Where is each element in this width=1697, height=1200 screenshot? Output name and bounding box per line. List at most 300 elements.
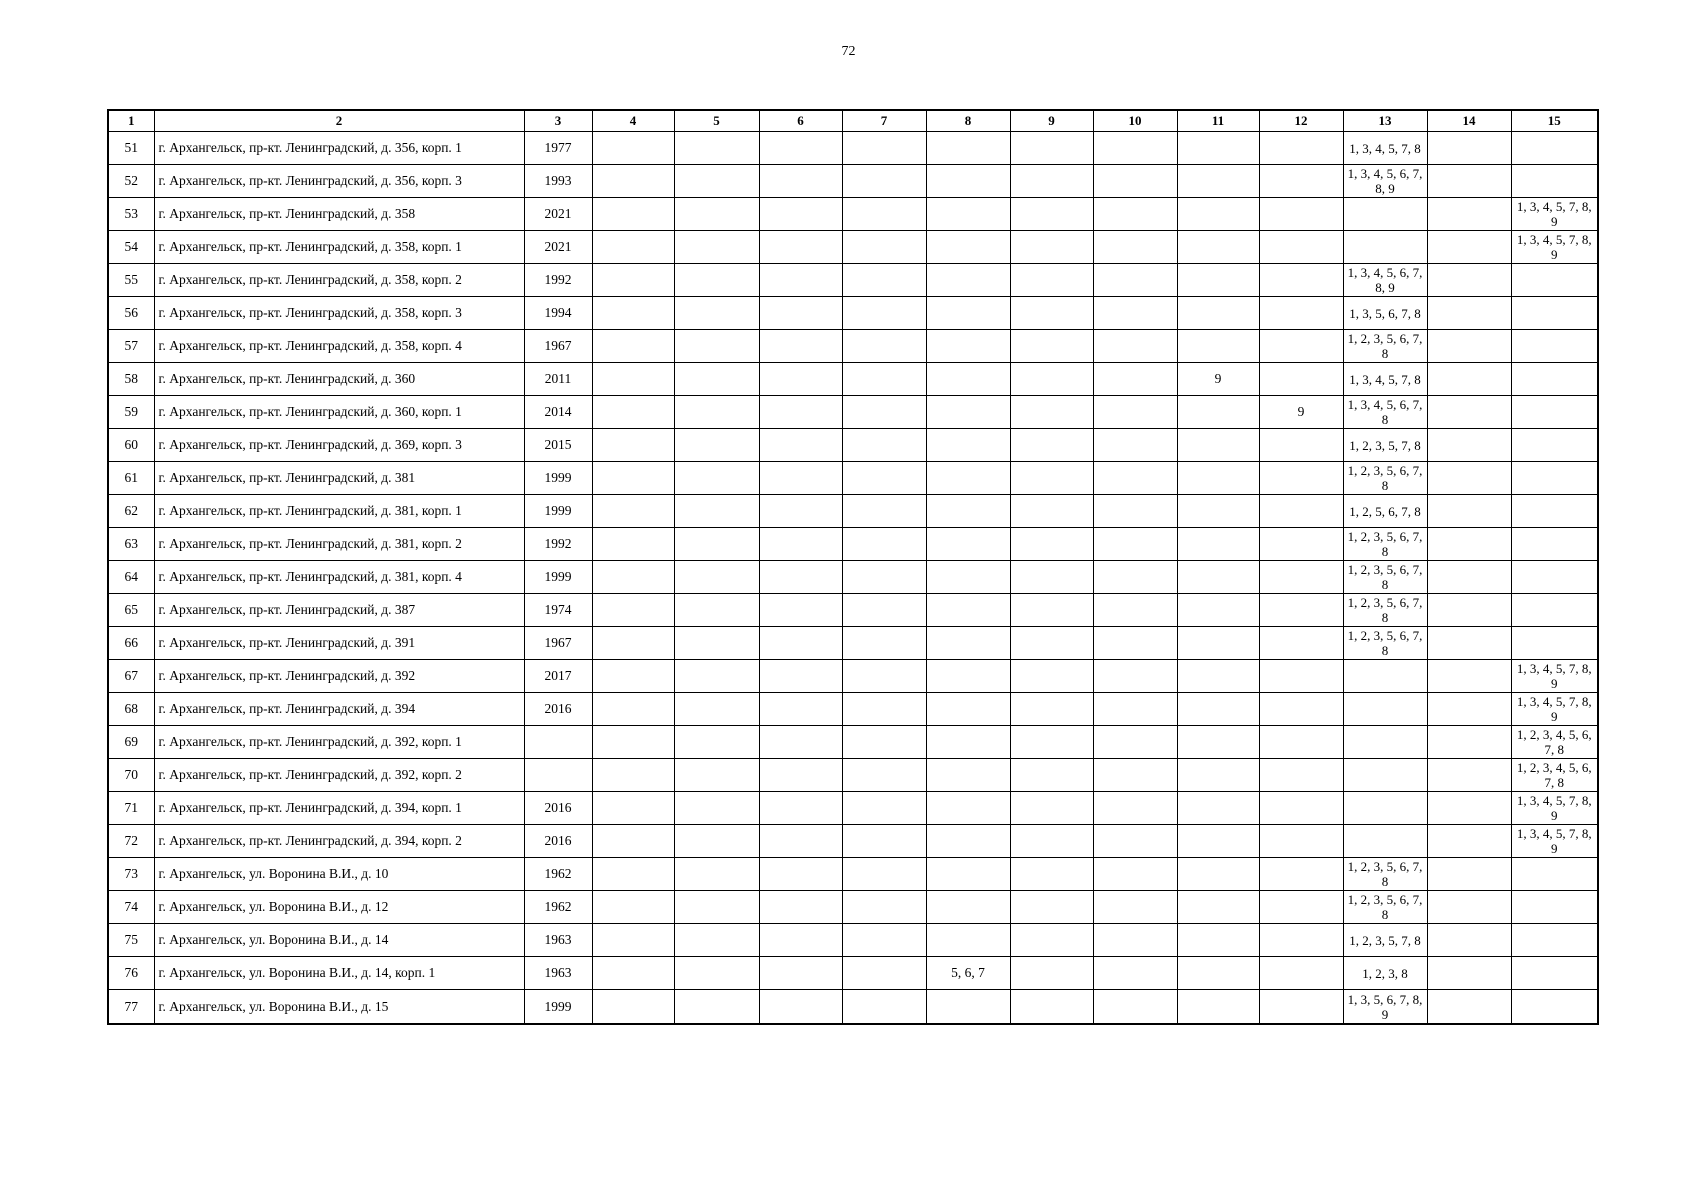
col-9-cell	[1010, 825, 1093, 858]
col-5-cell	[674, 165, 759, 198]
col-9-cell	[1010, 429, 1093, 462]
row-number-cell: 70	[108, 759, 154, 792]
table-row	[108, 132, 1598, 165]
col-13-cell	[1343, 726, 1427, 759]
address-cell: г. Архангельск, пр-кт. Ленинградский, д. 392, корп. 1	[154, 726, 524, 759]
col-5-cell	[674, 660, 759, 693]
col-10-cell	[1093, 924, 1177, 957]
col-8-cell	[926, 627, 1010, 660]
year-cell: 1962	[524, 891, 592, 924]
col-9-cell	[1010, 792, 1093, 825]
col-15-cell: 1, 3, 4, 5, 7, 8, 9	[1511, 693, 1598, 726]
col-14-cell	[1427, 858, 1511, 891]
col-7-cell	[842, 957, 926, 990]
col-10-cell	[1093, 132, 1177, 165]
col-13-cell: 1, 2, 3, 5, 6, 7, 8	[1343, 561, 1427, 594]
col-7-cell	[842, 462, 926, 495]
col-10-cell	[1093, 693, 1177, 726]
col-15-cell	[1511, 132, 1598, 165]
col-5-cell	[674, 561, 759, 594]
col-7-cell	[842, 924, 926, 957]
col-9-cell	[1010, 726, 1093, 759]
year-cell: 1994	[524, 297, 592, 330]
col-6-cell	[759, 363, 842, 396]
col-4-cell	[592, 891, 674, 924]
column-header-6: 6	[759, 110, 842, 132]
col-13-cell: 1, 2, 3, 5, 6, 7, 8	[1343, 594, 1427, 627]
row-number-cell: 55	[108, 264, 154, 297]
year-cell: 2017	[524, 660, 592, 693]
year-cell: 1999	[524, 561, 592, 594]
table-row	[108, 330, 1598, 363]
col-8-cell	[926, 594, 1010, 627]
col-14-cell	[1427, 594, 1511, 627]
col-11-cell	[1177, 264, 1259, 297]
col-14-cell	[1427, 957, 1511, 990]
col-5-cell	[674, 495, 759, 528]
col-9-cell	[1010, 363, 1093, 396]
col-11-cell	[1177, 858, 1259, 891]
table-row	[108, 792, 1598, 825]
col-6-cell	[759, 957, 842, 990]
col-13-cell: 1, 2, 3, 5, 7, 8	[1343, 429, 1427, 462]
address-cell: г. Архангельск, ул. Воронина В.И., д. 14, корп. 1	[154, 957, 524, 990]
col-4-cell	[592, 363, 674, 396]
col-7-cell	[842, 264, 926, 297]
col-5-cell	[674, 726, 759, 759]
col-8-cell	[926, 528, 1010, 561]
col-11-cell: 9	[1177, 363, 1259, 396]
col-15-cell	[1511, 627, 1598, 660]
row-number-cell: 63	[108, 528, 154, 561]
col-15-cell	[1511, 990, 1598, 1025]
col-7-cell	[842, 132, 926, 165]
address-cell: г. Архангельск, пр-кт. Ленинградский, д. 387	[154, 594, 524, 627]
col-12-cell	[1259, 990, 1343, 1025]
col-5-cell	[674, 627, 759, 660]
year-cell: 1992	[524, 264, 592, 297]
col-13-cell	[1343, 825, 1427, 858]
col-4-cell	[592, 495, 674, 528]
col-11-cell	[1177, 462, 1259, 495]
row-number-cell: 59	[108, 396, 154, 429]
col-4-cell	[592, 231, 674, 264]
address-cell: г. Архангельск, пр-кт. Ленинградский, д. 394, корп. 2	[154, 825, 524, 858]
col-8-cell	[926, 198, 1010, 231]
col-7-cell	[842, 495, 926, 528]
row-number-cell: 68	[108, 693, 154, 726]
table-row	[108, 759, 1598, 792]
col-15-cell: 1, 3, 4, 5, 7, 8, 9	[1511, 825, 1598, 858]
col-14-cell	[1427, 792, 1511, 825]
address-cell: г. Архангельск, пр-кт. Ленинградский, д. 358	[154, 198, 524, 231]
col-12-cell: 9	[1259, 396, 1343, 429]
col-4-cell	[592, 165, 674, 198]
col-14-cell	[1427, 561, 1511, 594]
table-row	[108, 726, 1598, 759]
column-header-4: 4	[592, 110, 674, 132]
col-14-cell	[1427, 363, 1511, 396]
col-8-cell	[926, 231, 1010, 264]
col-12-cell	[1259, 891, 1343, 924]
table-row	[108, 825, 1598, 858]
column-header-10: 10	[1093, 110, 1177, 132]
col-13-cell	[1343, 792, 1427, 825]
col-8-cell	[926, 660, 1010, 693]
year-cell: 1963	[524, 924, 592, 957]
col-4-cell	[592, 792, 674, 825]
col-10-cell	[1093, 495, 1177, 528]
col-5-cell	[674, 330, 759, 363]
col-15-cell	[1511, 858, 1598, 891]
col-15-cell: 1, 3, 4, 5, 7, 8, 9	[1511, 660, 1598, 693]
col-4-cell	[592, 429, 674, 462]
col-6-cell	[759, 858, 842, 891]
table-row	[108, 858, 1598, 891]
col-4-cell	[592, 330, 674, 363]
row-number-cell: 62	[108, 495, 154, 528]
address-cell: г. Архангельск, ул. Воронина В.И., д. 12	[154, 891, 524, 924]
col-9-cell	[1010, 297, 1093, 330]
col-12-cell	[1259, 330, 1343, 363]
col-14-cell	[1427, 759, 1511, 792]
table-row	[108, 495, 1598, 528]
col-11-cell	[1177, 132, 1259, 165]
col-12-cell	[1259, 924, 1343, 957]
column-header-8: 8	[926, 110, 1010, 132]
col-15-cell: 1, 3, 4, 5, 7, 8, 9	[1511, 198, 1598, 231]
address-cell: г. Архангельск, пр-кт. Ленинградский, д. 358, корп. 3	[154, 297, 524, 330]
col-11-cell	[1177, 891, 1259, 924]
col-15-cell	[1511, 363, 1598, 396]
col-4-cell	[592, 990, 674, 1025]
address-cell: г. Архангельск, ул. Воронина В.И., д. 15	[154, 990, 524, 1025]
col-13-cell: 1, 3, 4, 5, 6, 7, 8, 9	[1343, 165, 1427, 198]
year-cell: 2021	[524, 198, 592, 231]
col-11-cell	[1177, 561, 1259, 594]
col-11-cell	[1177, 330, 1259, 363]
row-number-cell: 73	[108, 858, 154, 891]
col-4-cell	[592, 198, 674, 231]
col-13-cell: 1, 3, 4, 5, 6, 7, 8	[1343, 396, 1427, 429]
address-cell: г. Архангельск, пр-кт. Ленинградский, д. 369, корп. 3	[154, 429, 524, 462]
row-number-cell: 61	[108, 462, 154, 495]
col-10-cell	[1093, 594, 1177, 627]
row-number-cell: 65	[108, 594, 154, 627]
col-12-cell	[1259, 594, 1343, 627]
col-12-cell	[1259, 726, 1343, 759]
col-12-cell	[1259, 198, 1343, 231]
col-8-cell	[926, 132, 1010, 165]
col-5-cell	[674, 792, 759, 825]
col-10-cell	[1093, 957, 1177, 990]
year-cell: 2015	[524, 429, 592, 462]
col-6-cell	[759, 132, 842, 165]
year-cell	[524, 759, 592, 792]
address-cell: г. Архангельск, пр-кт. Ленинградский, д. 358, корп. 4	[154, 330, 524, 363]
col-12-cell	[1259, 759, 1343, 792]
row-number-cell: 56	[108, 297, 154, 330]
col-9-cell	[1010, 561, 1093, 594]
col-4-cell	[592, 957, 674, 990]
col-9-cell	[1010, 528, 1093, 561]
col-6-cell	[759, 264, 842, 297]
col-7-cell	[842, 528, 926, 561]
col-10-cell	[1093, 726, 1177, 759]
col-9-cell	[1010, 990, 1093, 1025]
col-8-cell	[926, 396, 1010, 429]
col-14-cell	[1427, 660, 1511, 693]
col-13-cell: 1, 3, 4, 5, 7, 8	[1343, 132, 1427, 165]
address-cell: г. Архангельск, пр-кт. Ленинградский, д. 394	[154, 693, 524, 726]
col-13-cell: 1, 3, 5, 6, 7, 8	[1343, 297, 1427, 330]
col-7-cell	[842, 660, 926, 693]
col-4-cell	[592, 825, 674, 858]
row-number-cell: 74	[108, 891, 154, 924]
col-14-cell	[1427, 825, 1511, 858]
address-cell: г. Архангельск, пр-кт. Ленинградский, д. 392	[154, 660, 524, 693]
row-number-cell: 51	[108, 132, 154, 165]
col-7-cell	[842, 297, 926, 330]
col-15-cell	[1511, 891, 1598, 924]
year-cell: 1999	[524, 462, 592, 495]
col-12-cell	[1259, 792, 1343, 825]
col-15-cell	[1511, 165, 1598, 198]
col-10-cell	[1093, 759, 1177, 792]
column-header-5: 5	[674, 110, 759, 132]
col-11-cell	[1177, 627, 1259, 660]
col-6-cell	[759, 396, 842, 429]
column-header-15: 15	[1511, 110, 1598, 132]
row-number-cell: 69	[108, 726, 154, 759]
col-10-cell	[1093, 231, 1177, 264]
col-10-cell	[1093, 396, 1177, 429]
col-15-cell: 1, 3, 4, 5, 7, 8, 9	[1511, 231, 1598, 264]
col-11-cell	[1177, 825, 1259, 858]
col-12-cell	[1259, 825, 1343, 858]
col-8-cell	[926, 990, 1010, 1025]
col-15-cell	[1511, 396, 1598, 429]
col-12-cell	[1259, 462, 1343, 495]
col-13-cell: 1, 2, 3, 5, 6, 7, 8	[1343, 528, 1427, 561]
col-15-cell: 1, 2, 3, 4, 5, 6, 7, 8	[1511, 726, 1598, 759]
col-14-cell	[1427, 429, 1511, 462]
col-6-cell	[759, 495, 842, 528]
col-14-cell	[1427, 627, 1511, 660]
col-7-cell	[842, 231, 926, 264]
col-7-cell	[842, 561, 926, 594]
col-10-cell	[1093, 792, 1177, 825]
column-header-3: 3	[524, 110, 592, 132]
table-row	[108, 990, 1598, 1025]
page-number: 72	[841, 44, 856, 59]
row-number-cell: 54	[108, 231, 154, 264]
table-row	[108, 462, 1598, 495]
address-cell: г. Архангельск, пр-кт. Ленинградский, д. 360	[154, 363, 524, 396]
column-header-9: 9	[1010, 110, 1093, 132]
col-4-cell	[592, 759, 674, 792]
col-15-cell	[1511, 264, 1598, 297]
col-9-cell	[1010, 627, 1093, 660]
col-10-cell	[1093, 330, 1177, 363]
col-10-cell	[1093, 990, 1177, 1025]
table-row	[108, 627, 1598, 660]
address-cell: г. Архангельск, пр-кт. Ленинградский, д. 381, корп. 1	[154, 495, 524, 528]
col-5-cell	[674, 858, 759, 891]
col-9-cell	[1010, 396, 1093, 429]
row-number-cell: 76	[108, 957, 154, 990]
year-cell	[524, 726, 592, 759]
col-8-cell	[926, 462, 1010, 495]
col-11-cell	[1177, 297, 1259, 330]
column-header-7: 7	[842, 110, 926, 132]
col-5-cell	[674, 594, 759, 627]
col-13-cell	[1343, 198, 1427, 231]
col-13-cell: 1, 2, 3, 5, 6, 7, 8	[1343, 891, 1427, 924]
table-row	[108, 957, 1598, 990]
col-7-cell	[842, 693, 926, 726]
col-5-cell	[674, 429, 759, 462]
col-8-cell	[926, 561, 1010, 594]
col-5-cell	[674, 759, 759, 792]
col-10-cell	[1093, 561, 1177, 594]
col-13-cell: 1, 2, 3, 5, 6, 7, 8	[1343, 462, 1427, 495]
col-14-cell	[1427, 297, 1511, 330]
col-13-cell: 1, 2, 3, 8	[1343, 957, 1427, 990]
col-10-cell	[1093, 891, 1177, 924]
col-4-cell	[592, 297, 674, 330]
col-6-cell	[759, 528, 842, 561]
year-cell: 1962	[524, 858, 592, 891]
col-9-cell	[1010, 858, 1093, 891]
col-6-cell	[759, 429, 842, 462]
table-body	[108, 132, 1598, 1025]
year-cell: 1992	[524, 528, 592, 561]
table-row	[108, 297, 1598, 330]
col-7-cell	[842, 726, 926, 759]
column-header-2: 2	[154, 110, 524, 132]
col-7-cell	[842, 891, 926, 924]
col-14-cell	[1427, 924, 1511, 957]
col-14-cell	[1427, 396, 1511, 429]
col-15-cell	[1511, 924, 1598, 957]
col-9-cell	[1010, 891, 1093, 924]
table-row	[108, 396, 1598, 429]
col-8-cell: 5, 6, 7	[926, 957, 1010, 990]
col-9-cell	[1010, 957, 1093, 990]
col-9-cell	[1010, 759, 1093, 792]
col-5-cell	[674, 825, 759, 858]
col-10-cell	[1093, 528, 1177, 561]
col-8-cell	[926, 924, 1010, 957]
col-4-cell	[592, 660, 674, 693]
column-header-14: 14	[1427, 110, 1511, 132]
col-9-cell	[1010, 264, 1093, 297]
col-13-cell: 1, 2, 3, 5, 6, 7, 8	[1343, 627, 1427, 660]
table-row	[108, 693, 1598, 726]
col-13-cell: 1, 2, 3, 5, 7, 8	[1343, 924, 1427, 957]
col-14-cell	[1427, 726, 1511, 759]
col-9-cell	[1010, 330, 1093, 363]
col-12-cell	[1259, 693, 1343, 726]
year-cell: 2011	[524, 363, 592, 396]
col-11-cell	[1177, 759, 1259, 792]
col-15-cell: 1, 3, 4, 5, 7, 8, 9	[1511, 792, 1598, 825]
registry-table	[107, 109, 1599, 1025]
col-7-cell	[842, 627, 926, 660]
table-row	[108, 528, 1598, 561]
col-5-cell	[674, 957, 759, 990]
col-6-cell	[759, 198, 842, 231]
col-6-cell	[759, 165, 842, 198]
col-6-cell	[759, 726, 842, 759]
col-5-cell	[674, 924, 759, 957]
table-row	[108, 165, 1598, 198]
col-6-cell	[759, 627, 842, 660]
col-11-cell	[1177, 693, 1259, 726]
row-number-cell: 60	[108, 429, 154, 462]
col-7-cell	[842, 165, 926, 198]
year-cell: 1993	[524, 165, 592, 198]
column-header-11: 11	[1177, 110, 1259, 132]
col-6-cell	[759, 660, 842, 693]
col-14-cell	[1427, 693, 1511, 726]
year-cell: 2014	[524, 396, 592, 429]
col-9-cell	[1010, 594, 1093, 627]
col-6-cell	[759, 825, 842, 858]
col-14-cell	[1427, 330, 1511, 363]
row-number-cell: 64	[108, 561, 154, 594]
col-10-cell	[1093, 627, 1177, 660]
col-8-cell	[926, 858, 1010, 891]
col-12-cell	[1259, 363, 1343, 396]
table-row	[108, 363, 1598, 396]
col-14-cell	[1427, 528, 1511, 561]
year-cell: 1967	[524, 627, 592, 660]
col-11-cell	[1177, 957, 1259, 990]
header-row	[108, 110, 1598, 132]
col-15-cell	[1511, 561, 1598, 594]
col-10-cell	[1093, 429, 1177, 462]
col-4-cell	[592, 396, 674, 429]
year-cell: 1967	[524, 330, 592, 363]
col-13-cell: 1, 2, 3, 5, 6, 7, 8	[1343, 858, 1427, 891]
col-11-cell	[1177, 495, 1259, 528]
col-11-cell	[1177, 594, 1259, 627]
col-4-cell	[592, 594, 674, 627]
year-cell: 2016	[524, 792, 592, 825]
col-15-cell	[1511, 429, 1598, 462]
col-11-cell	[1177, 231, 1259, 264]
col-11-cell	[1177, 429, 1259, 462]
col-4-cell	[592, 264, 674, 297]
col-13-cell	[1343, 231, 1427, 264]
col-5-cell	[674, 198, 759, 231]
col-10-cell	[1093, 297, 1177, 330]
row-number-cell: 77	[108, 990, 154, 1025]
col-9-cell	[1010, 231, 1093, 264]
col-8-cell	[926, 165, 1010, 198]
address-cell: г. Архангельск, пр-кт. Ленинградский, д. 356, корп. 3	[154, 165, 524, 198]
col-6-cell	[759, 594, 842, 627]
col-8-cell	[926, 759, 1010, 792]
col-8-cell	[926, 792, 1010, 825]
row-number-cell: 72	[108, 825, 154, 858]
col-8-cell	[926, 264, 1010, 297]
col-12-cell	[1259, 297, 1343, 330]
column-header-13: 13	[1343, 110, 1427, 132]
col-8-cell	[926, 726, 1010, 759]
